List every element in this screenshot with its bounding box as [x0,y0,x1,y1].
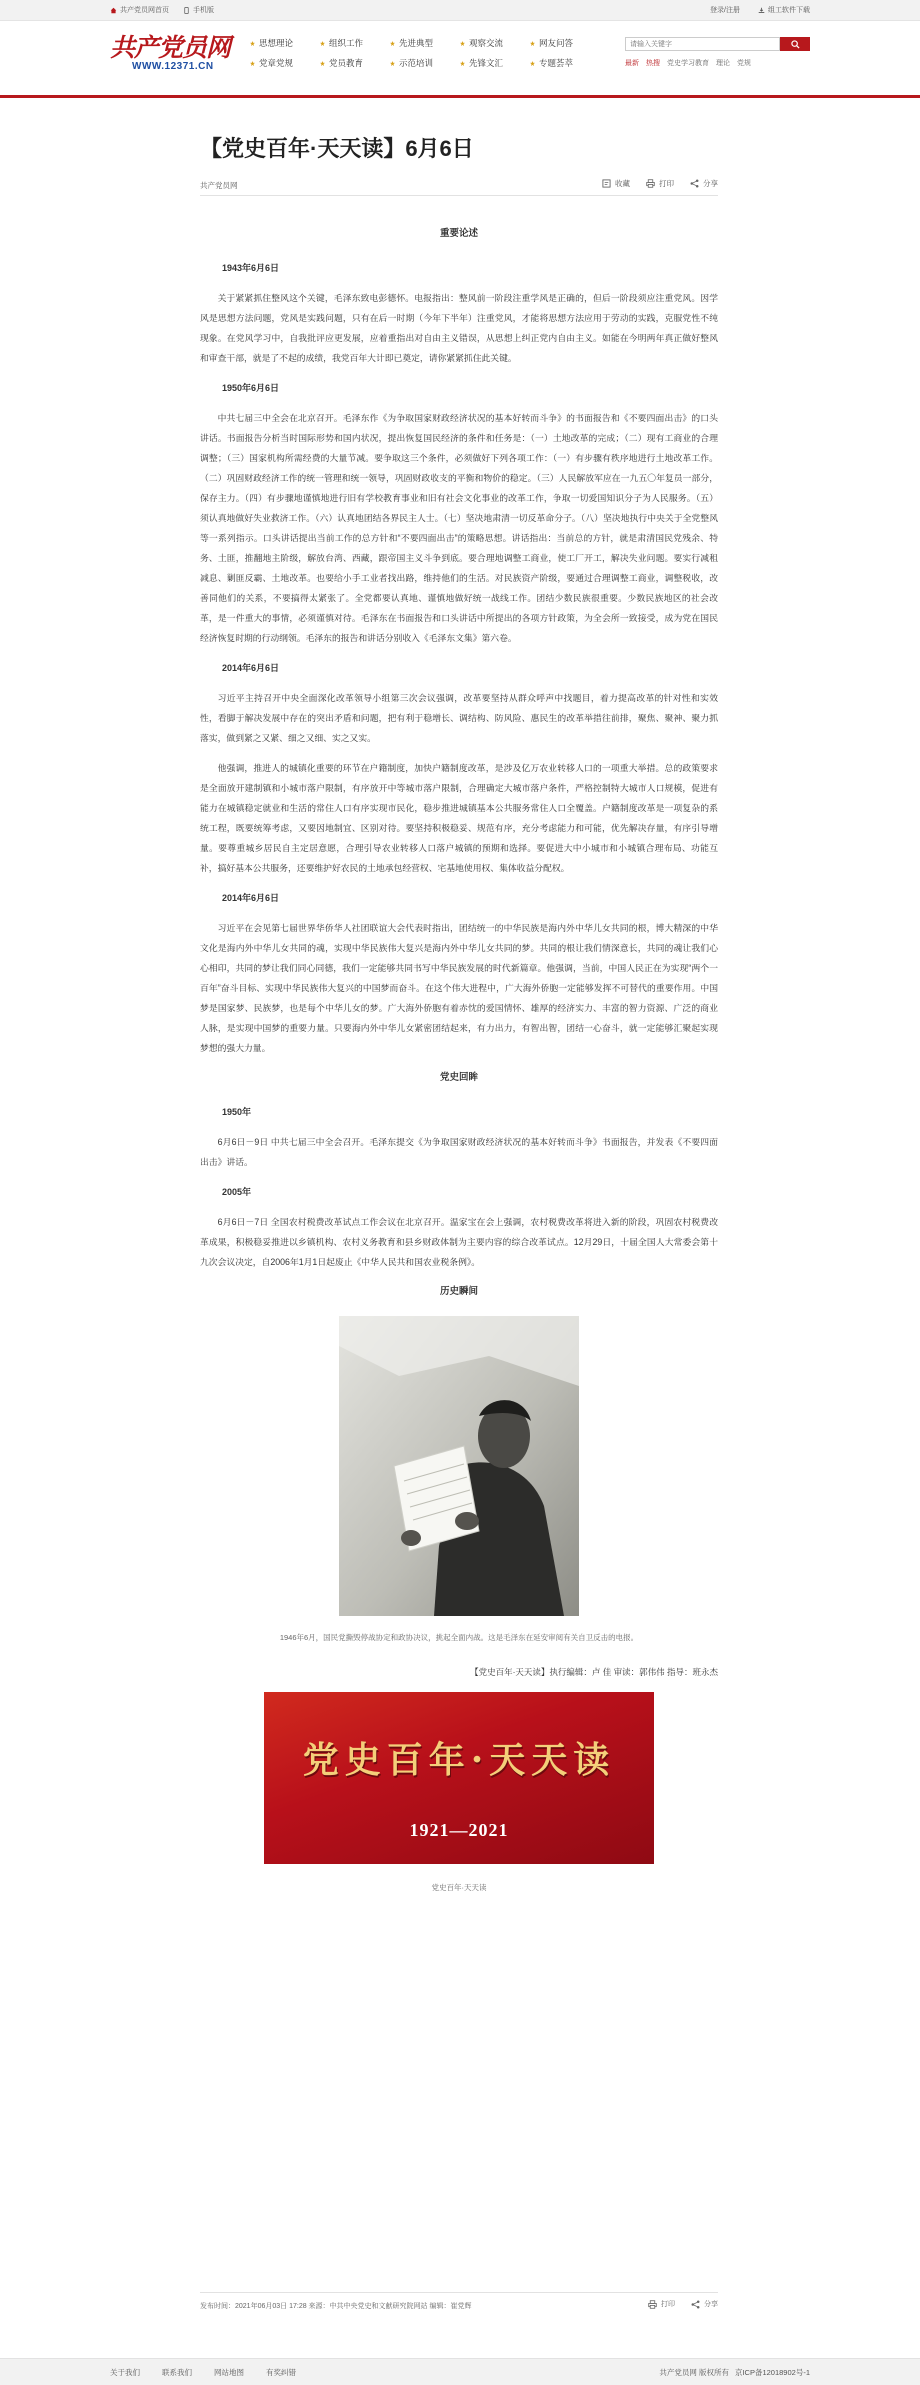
photo-caption: 1946年6月，国民党撕毁停战协定和政协决议，挑起全面内战。这是毛泽东在延安审阅有关自卫反击的电报。 [279,1633,639,1642]
hot-keywords [625,58,810,68]
search-button[interactable] [780,37,810,51]
star-bullet-icon [460,41,465,46]
nav-label: 示范培训 [399,58,434,68]
mobile-link-label: 手机版 [193,7,214,14]
logo-url: WWW.12371.CN [132,61,214,72]
publish-info: 发布时间：2021年06月03日 17:28 来源：中共中央党史和文献研究院网站 编辑：崔党辉 [200,2303,472,2310]
article-source: 共产党员网 [200,181,238,190]
nav-label: 组织工作 [329,38,364,48]
share-button-bottom[interactable] [691,2299,718,2309]
entry-date: 1950年6月6日 [222,383,280,393]
login-link[interactable] [710,5,740,15]
site-logo[interactable] [110,35,235,72]
nav-label: 思想理论 [259,38,294,48]
share-button[interactable] [690,178,718,189]
hot-keyword-history[interactable]: 党史学习教育 [667,60,709,67]
paragraph: 关于紧紧抓住整风这个关键，毛泽东致电彭德怀。电报指出：整风前一阶段注重学风是正确的，但后一阶段须应注重党风。因学风是思想方法问题，党风是实践问题，只有在后一时期（今年下半年）注重党风，才能将思想方法应用于劳动的实践，克服党性不纯现象。在党风学习中，自我批评应更发展，应着重指出对自由主义错误，从思想上纠正党内自由主义。如能在今明两年真正做好整风和审查干部，就是了不起的成绩，我党百年大计即已奠定，请你紧紧抓住此关键。 [200,293,718,363]
banner-title: 党史百年·天天读 [302,1739,616,1781]
home-link[interactable] [110,5,169,15]
software-download-link[interactable] [758,5,810,15]
hot-keyword-trending[interactable]: 热搜 [646,60,660,67]
entry-date: 2014年6月6日 [222,663,280,673]
star-bullet-icon [390,61,395,66]
nav-label: 专题荟萃 [539,58,574,68]
star-bullet-icon [320,61,325,66]
print-button-bottom[interactable] [648,2299,675,2309]
entry-date: 1943年6月6日 [222,263,280,273]
top-utility-bar [0,0,920,21]
nav-label: 观察交流 [469,38,504,48]
nav-item-topics[interactable] [530,57,600,69]
mobile-link[interactable] [183,5,214,15]
copyright: 共产党员网 版权所有 [659,2368,729,2377]
printer-icon [648,2300,657,2309]
favorite-button[interactable] [602,178,630,189]
share-icon [691,2300,700,2309]
home-link-label: 共产党员网首页 [120,7,169,14]
print-button[interactable] [646,178,674,189]
star-bullet-icon [250,41,255,46]
paragraph: 中共七届三中全会在北京召开。毛泽东作《为争取国家财政经济状况的基本好转而斗争》的书面报告和《不要四面出击》的口头讲话。书面报告分析当时国际形势和国内状况，提出恢复国民经济的条件和任务是：（一）土地改革的完成；（二）现有工商业的合理调整；（三）国家机构所需经费的大量节减。要争取这三个条件，必须做好下列各项工作：（一）有步骤有秩序地进行土地改革工作。（二）巩固财政经济工作的统一管理和统一领导，巩固财政收支的平衡和物价的稳定。（三）人民解放军应在一九五〇年复员一部分，保存主力。（四）有步骤地谨慎地进行旧有学校教育事业和旧有社会文化事业的改革工作，争取一切爱国知识分子为人民服务。（五）须认真地做好失业救济工作。（六）认真地团结各界民主人士。（七）坚决地肃清一切反革命分子。（八）坚决地执行中央关于全党整风等一系列指示。口头讲话提出当前工作的总方针和“不要四面出击”的策略思想。讲话指出：当前总的方针，就是肃清国民党残余、特务、土匪，推翻地主阶级，解放台湾、西藏，跟帝国主义斗争到底。要合理地调整工商业，使工厂开工，解决失业问题。要实行减租减息、剿匪反霸、土地改革。也要给小手工业者找出路，维持他们的生活。对民族资产阶级，要通过合理调整工商业，调整税收，改善同他们的关系，不要搞得太紧张了。全党都要认真地、谨慎地做好统一战线工作。团结少数民族很重要。少数民族地区的社会改革，是一件重大的事情，必须谨慎对待。毛泽东在书面报告和口头讲话中所提出的各项方针政策，为全会所一致接受，成为党在国民经济恢复时期的行动纲领。毛泽东的报告和讲话分别收入《毛泽东文集》第六卷。 [200,413,718,643]
entry-date: 1950年 [222,1107,252,1117]
nav-label: 网友问答 [539,38,574,48]
star-bullet-icon [390,41,395,46]
series-banner [264,1692,654,1864]
star-bullet-icon [530,61,535,66]
site-footer [0,2358,920,2385]
nav-item-education[interactable] [320,57,390,69]
editor-credits: 【党史百年·天天读】执行编辑：卢 佳 审读：郭伟伟 指导：班永杰 [470,1667,718,1677]
footer-link-about[interactable]: 关于我们 [110,2368,140,2377]
share-label: 分享 [704,2301,718,2308]
nav-item-literature[interactable] [460,57,530,69]
nav-label: 先锋文汇 [469,58,504,68]
section-heading: 党史回眸 [439,1072,478,1083]
hot-keyword-latest[interactable]: 最新 [625,60,639,67]
star-bullet-icon [460,61,465,66]
paragraph: 习近平主持召开中央全面深化改革领导小组第三次会议强调，改革要坚持从群众呼声中找题目，着力提高改革的针对性和实效性，看脚于解决发展中存在的突出矛盾和问题，把有利于稳增长、调结构、防风险、惠民生的改革举措往前排，聚焦、聚神、聚力抓落实，做到紧之又紧、细之又细、实之又实。 [200,693,718,743]
article [200,134,718,2310]
mobile-icon [183,7,190,14]
banner-caption: 党史百年·天天读 [431,1883,487,1892]
share-label: 分享 [703,179,718,188]
footer-link-sitemap[interactable]: 网站地图 [214,2368,244,2377]
star-bullet-icon [250,61,255,66]
entry-date: 2005年 [222,1187,252,1197]
logo-text: 共产党员网 [110,33,231,62]
print-label: 打印 [659,179,674,188]
article-body [200,224,718,1898]
search-input[interactable] [625,37,780,51]
site-search [625,37,810,68]
banner-years: 1921—2021 [409,1820,509,1840]
article-footer-meta [200,2292,718,2315]
nav-item-regulations[interactable] [250,57,320,69]
article-title: 【党史百年·天天读】6月6日 [200,136,474,161]
nav-item-theory[interactable] [250,37,320,49]
print-label: 打印 [661,2301,675,2308]
nav-item-organization[interactable] [320,37,390,49]
home-icon [110,7,117,14]
hot-keyword-theory[interactable]: 理论 [716,60,730,67]
entry-date: 2014年6月6日 [222,893,280,903]
paragraph: 他强调，推进人的城镇化重要的环节在户籍制度，加快户籍制度改革，是涉及亿万农业转移人口的一项重大举措。总的政策要求是全面放开建制镇和小城市落户限制，有序放开中等城市落户限制，合理确定大城市落户条件，严格控制特大城市人口规模，促进有能力在城镇稳定就业和生活的常住人口有序实现市民化，稳步推进城镇基本公共服务常住人口全覆盖。户籍制度改革是一项复杂的系统工程，既要统筹考虑，又要因地制宜、区别对待。要坚持积极稳妥、规范有序，充分考虑能力和可能，优先解决存量，有序引导增量。要尊重城乡居民自主定居意愿，合理引导农业转移人口落户城镇的预期和选择。要促进大中小城市和小城镇合理布局、功能互补，搞好基本公共服务，还要维护好农民的土地承包经营权、宅基地使用权、集体收益分配权。 [200,763,718,873]
section-heading: 历史瞬间 [439,1286,478,1297]
share-icon [690,179,699,188]
footer-link-contact[interactable]: 联系我们 [162,2368,192,2377]
site-header [0,21,920,98]
nav-label: 党员教育 [329,58,364,68]
article-meta [200,177,718,196]
hot-keyword-rules[interactable]: 党规 [737,60,751,67]
nav-item-qa[interactable] [530,37,600,49]
nav-label: 党章党规 [259,58,294,68]
favorite-label: 收藏 [615,179,630,188]
software-download-label: 组工软件下载 [768,7,810,14]
paragraph: 6月6日－9日 中共七届三中全会召开。毛泽东提交《为争取国家财政经济状况的基本好转而斗争》书面报告，并发表《不要四面出击》讲话。 [200,1137,718,1167]
search-icon [791,40,800,49]
paragraph: 习近平在会见第七届世界华侨华人社团联谊大会代表时指出，团结统一的中华民族是海内外中华儿女共同的根，博大精深的中华文化是海内外中华儿女共同的魂，实现中华民族伟大复兴是海内外中华儿女共同的梦。共同的根让我们情深意长，共同的魂让我们心心相印，共同的梦让我们同心同德，我们一定能够共同书写中华民族发展的时代新篇章。他强调，当前，中国人民正在为实现“两个一百年”奋斗目标、实现中华民族伟大复兴的中国梦而奋斗。在这个伟大进程中，广大海外侨胞一定能够发挥不可替代的重要作用。中国梦是国家梦、民族梦，也是每个中华儿女的梦。广大海外侨胞有着赤忱的爱国情怀、雄厚的经济实力、丰富的智力资源、广泛的商业人脉，是实现中国梦的重要力量。只要海内外中华儿女紧密团结起来，有力出力，有智出智，团结一心奋斗，就一定能够汇聚起实现梦想的强大力量。 [200,923,718,1053]
paragraph: 6月6日－7日 全国农村税费改革试点工作会议在北京召开。温家宝在会上强调，农村税费改革将进入新的阶段，巩固农村税费改革成果，积极稳妥推进以乡镇机构、农村义务教育和县乡财政体制为主要内容的综合改革试点。12月29日，十届全国人大常委会第十九次会议决定，自2006年1月1日起废止《中华人民共和国农业税条例》。 [200,1217,718,1267]
login-link-label: 登录/注册 [710,7,740,14]
star-bullet-icon [320,41,325,46]
historical-photo [339,1316,579,1616]
section-heading: 重要论述 [439,228,478,239]
nav-label: 先进典型 [399,38,434,48]
footer-link-report-error[interactable]: 有奖纠错 [266,2368,296,2377]
icp-license[interactable]: 京ICP备12018902号-1 [734,2368,810,2377]
nav-item-exchange[interactable] [460,37,530,49]
printer-icon [646,179,655,188]
bookmark-icon [602,179,611,188]
main-nav [250,37,600,69]
download-icon [758,7,765,14]
nav-item-models[interactable] [390,37,460,49]
star-bullet-icon [530,41,535,46]
nav-item-training[interactable] [390,57,460,69]
